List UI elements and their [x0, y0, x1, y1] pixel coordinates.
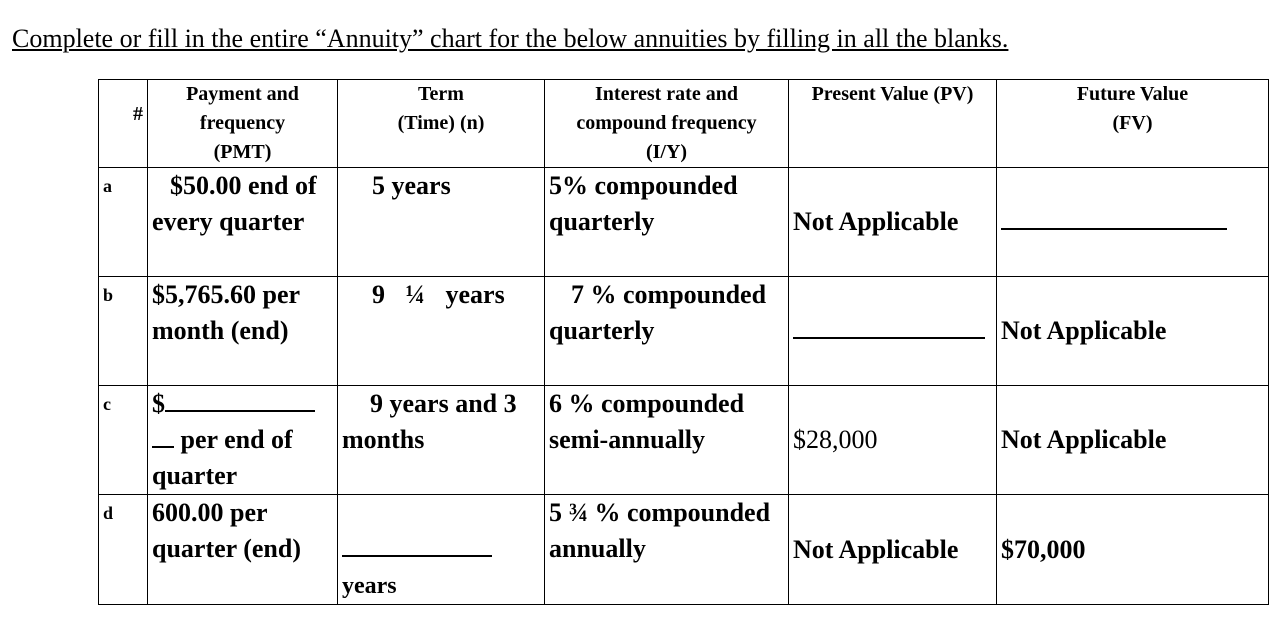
header-num: # [99, 80, 148, 168]
row-id: d [99, 495, 148, 605]
term-blank[interactable] [342, 533, 492, 557]
rate-cell: 7 % compounded quarterly [545, 277, 789, 386]
rate-cell: 6 % compounded semi-annually [545, 386, 789, 495]
pmt-cell [148, 386, 338, 495]
instruction-text: Complete or fill in the entire “Annuity” chart for the below annuities by filling in all the blanks. [12, 24, 1009, 53]
pmt-cell: $5,765.60 per month (end) [148, 277, 338, 386]
pmt-prefix: $ [152, 389, 165, 418]
table-row [99, 168, 1269, 277]
fv-cell [997, 168, 1269, 277]
pv-cell [789, 277, 997, 386]
header-rate: Interest rate and compound frequency (I/Y) [545, 80, 789, 168]
header-row [99, 80, 1269, 168]
pmt-suffix: per end of quarter [152, 425, 293, 490]
table-row [99, 495, 1269, 605]
term-cell: 9 ¼ years [338, 277, 545, 386]
annuity-table [98, 79, 1269, 605]
term-suffix: years [342, 573, 397, 599]
fv-cell: Not Applicable [997, 277, 1269, 386]
term-cell: 5 years [338, 168, 545, 277]
header-pv: Present Value (PV) [789, 80, 997, 168]
table-row [99, 386, 1269, 495]
pmt-blank[interactable] [165, 388, 315, 412]
table-row [99, 277, 1269, 386]
rate-cell: 5% compounded quarterly [545, 168, 789, 277]
row-id: c [99, 386, 148, 495]
pv-cell: Not Applicable [789, 495, 997, 605]
header-fv: Future Value (FV) [997, 80, 1269, 168]
pmt-cell: 600.00 per quarter (end) [148, 495, 338, 605]
header-term: Term (Time) (n) [338, 80, 545, 168]
fv-cell: Not Applicable [997, 386, 1269, 495]
row-id: a [99, 168, 148, 277]
header-pmt: Payment and frequency (PMT) [148, 80, 338, 168]
pv-cell: Not Applicable [789, 168, 997, 277]
fv-blank[interactable] [1001, 206, 1227, 230]
pv-cell: $28,000 [789, 386, 997, 495]
row-id: b [99, 277, 148, 386]
pmt-blank-short[interactable] [152, 424, 174, 448]
fv-cell: $70,000 [997, 495, 1269, 605]
rate-cell: 5 ¾ % compounded annually [545, 495, 789, 605]
term-cell [338, 495, 545, 605]
term-cell: 9 years and 3 months [338, 386, 545, 495]
pmt-cell: $50.00 end of every quarter [148, 168, 338, 277]
pv-blank[interactable] [793, 315, 985, 339]
